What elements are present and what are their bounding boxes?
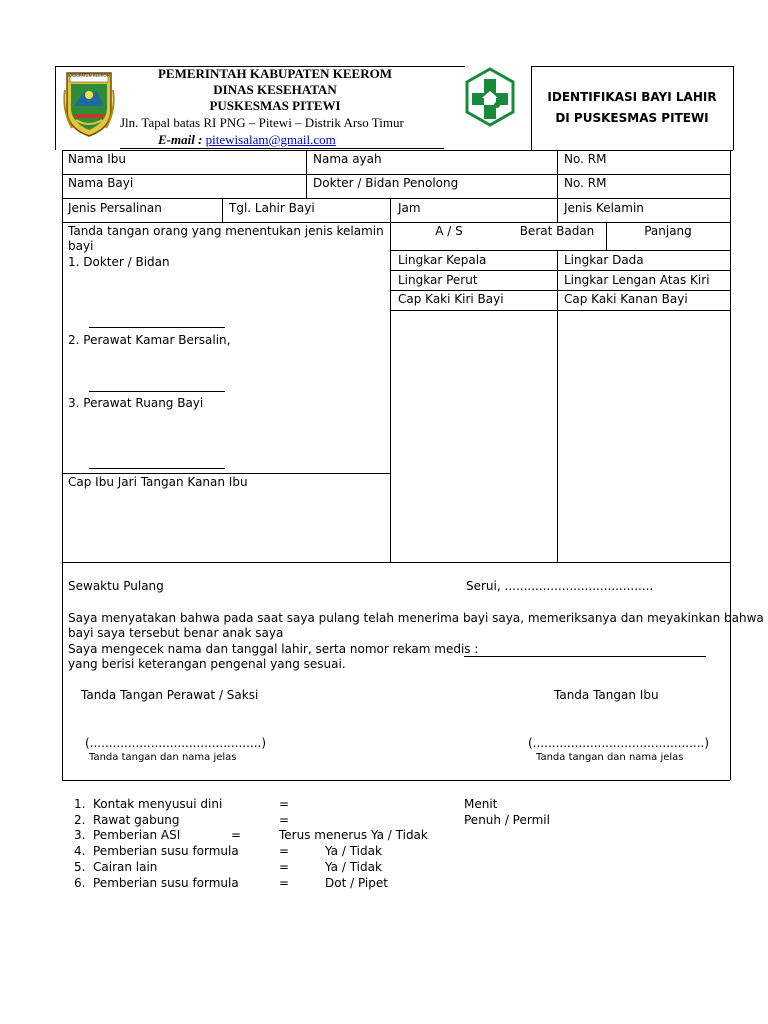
signer-perawat-kamar-bersalin: 2. Perawat Kamar Bersalin, [68, 333, 231, 347]
list-item-equals: = [279, 813, 290, 827]
list-item-number: 2. [74, 813, 86, 827]
list-item-number: 5. [74, 860, 86, 874]
label-tgl-lahir-bayi: Tgl. Lahir Bayi [229, 201, 315, 215]
label-ttd-perawat-saksi: Tanda Tangan Perawat / Saksi [81, 688, 259, 702]
list-item-equals: = [231, 828, 242, 842]
label-nama-bayi: Nama Bayi [68, 176, 134, 190]
header-address: Jln. Tapal batas RI PNG – Pitewi – Distrik Arso Timur [120, 115, 404, 130]
list-item-value: Menit [464, 797, 498, 811]
header-line-2: DINAS KESEHATAN [213, 82, 337, 97]
label-lingkar-perut: Lingkar Perut [398, 273, 478, 287]
list-item-label: Pemberian susu formula [93, 844, 239, 858]
label-nama-ayah: Nama ayah [313, 152, 382, 166]
header-email-row [158, 132, 336, 147]
label-lingkar-kepala: Lingkar Kepala [398, 253, 487, 267]
list-item-equals: = [279, 797, 290, 811]
caption-nama-jelas-ibu: Tanda tangan dan nama jelas [536, 752, 684, 763]
label-sewaktu-pulang: Sewaktu Pulang [68, 579, 164, 593]
header-line-3: PUSKESMAS PITEWI [209, 98, 341, 113]
label-jenis-kelamin: Jenis Kelamin [564, 201, 644, 215]
label-no-rm-1: No. RM [564, 152, 607, 166]
list-item-label: Rawat gabung [93, 813, 180, 827]
signer-dokter-bidan: 1. Dokter / Bidan [68, 255, 170, 269]
list-item-value: Ya / Tidak [325, 860, 382, 874]
statement-line-2: bayi saya tersebut benar anak saya [68, 626, 284, 640]
list-item-number: 6. [74, 876, 86, 890]
caption-nama-jelas-perawat: Tanda tangan dan nama jelas [89, 752, 237, 763]
list-item-number: 3. [74, 828, 86, 842]
label-serui-date: Serui, ....................................... [466, 579, 654, 593]
list-item-value: Ya / Tidak [325, 844, 382, 858]
list-item-equals: = [279, 844, 290, 858]
signature-line-3 [89, 468, 225, 469]
signature-heading-1: Tanda tangan orang yang menentukan jenis kelamin [68, 224, 384, 238]
emblem-caption: KABUPATEN KEEROM [68, 73, 110, 78]
list-item-equals: = [279, 860, 290, 874]
label-lingkar-dada: Lingkar Dada [564, 253, 644, 267]
signature-line-2 [89, 391, 225, 392]
statement-line-1: Saya menyatakan bahwa pada saat saya pulang telah menerima bayi saya, memeriksanya dan meyakinkan bahwa [68, 611, 764, 625]
list-item-value: Dot / Pipet [325, 876, 388, 890]
list-item-value: Terus menerus Ya / Tidak [279, 828, 428, 842]
label-no-rm-2: No. RM [564, 176, 607, 190]
signature-dots-perawat: (.............................................) [85, 736, 267, 750]
label-a-s: A / S [435, 224, 463, 238]
signer-perawat-ruang-bayi: 3. Perawat Ruang Bayi [68, 396, 204, 410]
label-dokter-bidan-penolong: Dokter / Bidan Penolong [313, 176, 459, 190]
list-item-label: Cairan lain [93, 860, 158, 874]
list-item-label: Pemberian ASI [93, 828, 181, 842]
label-ttd-ibu: Tanda Tangan Ibu [554, 688, 659, 702]
label-cap-ibu-jari: Cap Ibu Jari Tangan Kanan Ibu [68, 475, 248, 489]
signature-dots-ibu: (.............................................) [528, 736, 710, 750]
header-line-1: PEMERINTAH KABUPATEN KEEROM [157, 66, 392, 81]
list-item-number: 1. [74, 797, 86, 811]
keerom-emblem-icon [62, 70, 116, 138]
label-panjang: Panjang [644, 224, 692, 238]
label-lingkar-lengan: Lingkar Lengan Atas Kiri [564, 273, 710, 287]
signature-heading-2: bayi [68, 239, 94, 253]
list-item-label: Pemberian susu formula [93, 876, 239, 890]
rekam-medis-line [464, 656, 706, 657]
statement-line-4: yang berisi keterangan pengenal yang sesuai. [68, 657, 346, 671]
puskesmas-cross-icon [463, 67, 517, 131]
label-cap-kaki-kanan: Cap Kaki Kanan Bayi [564, 292, 688, 306]
label-jenis-persalinan: Jenis Persalinan [68, 201, 162, 215]
statement-line-3: Saya mengecek nama dan tanggal lahir, serta nomor rekam medis : [68, 642, 479, 656]
signature-line-1 [89, 327, 225, 328]
label-berat-badan: Berat Badan [519, 224, 595, 238]
doc-title-1: IDENTIFIKASI BAYI LAHIR [547, 90, 717, 104]
doc-title-2: DI PUSKESMAS PITEWI [555, 111, 709, 125]
label-nama-ibu: Nama Ibu [68, 152, 126, 166]
list-item-equals: = [279, 876, 290, 890]
list-item-label: Kontak menyusui dini [93, 797, 223, 811]
label-cap-kaki-kiri: Cap Kaki Kiri Bayi [398, 292, 504, 306]
label-jam: Jam [398, 201, 421, 215]
email-label: E-mail : [158, 132, 203, 147]
list-item-number: 4. [74, 844, 86, 858]
email-link[interactable]: pitewisalam@gmail.com [205, 132, 336, 147]
list-item-value: Penuh / Permil [464, 813, 550, 827]
